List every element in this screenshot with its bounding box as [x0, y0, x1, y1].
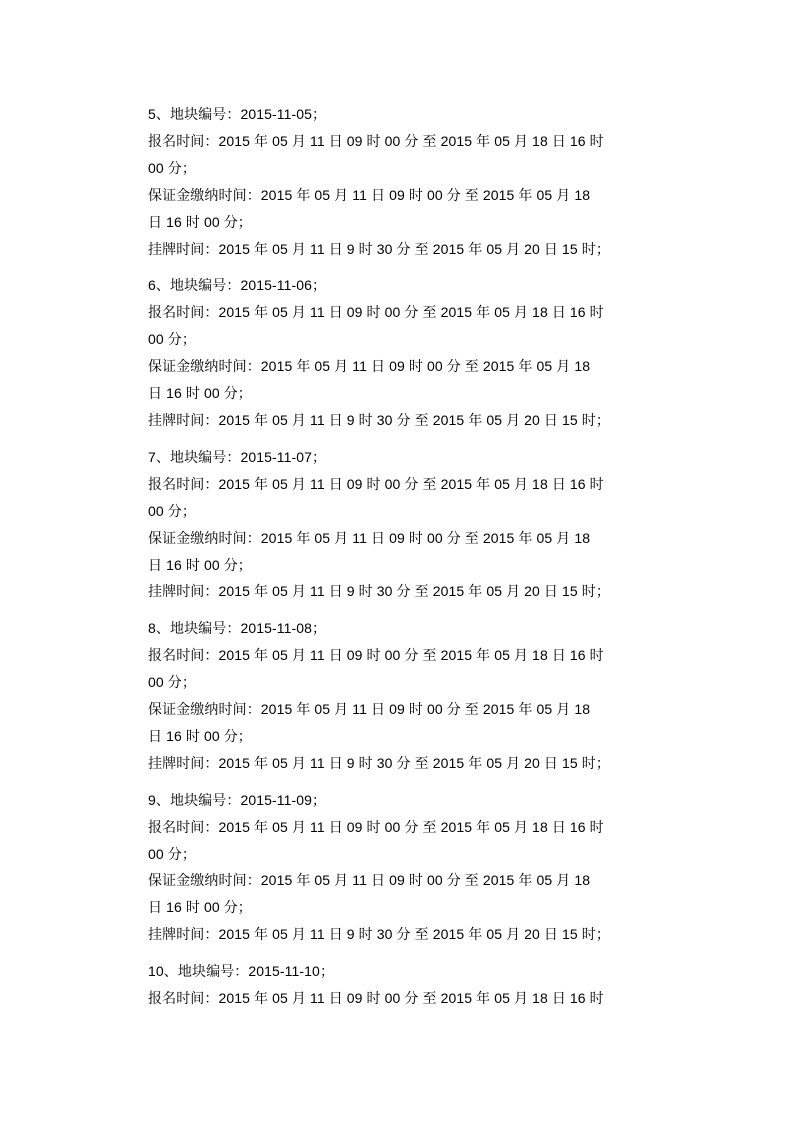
parcel-block-5	[148, 101, 653, 262]
listing-time: 挂牌时间：2015 年 05 月 11 日 9 时 30 分 至 2015 年 05 月 20 日 15 时；	[148, 754, 610, 771]
registration-time-continued: 00 分；	[148, 674, 196, 691]
document-page	[148, 101, 653, 1012]
parcel-heading: 6、地块编号：2015-11-06；	[148, 277, 327, 294]
deposit-payment-time-continued: 日 16 时 00 分；	[148, 213, 252, 230]
parcel-heading: 7、地块编号：2015-11-07；	[148, 448, 327, 465]
parcel-block-9	[148, 787, 653, 948]
parcel-heading: 5、地块编号：2015-11-05；	[148, 106, 327, 122]
deposit-payment-time: 保证金缴纳时间：2015 年 05 月 11 日 09 时 00 分 至 2015 年 05 月 18	[148, 358, 591, 375]
registration-time: 报名时间：2015 年 05 月 11 日 09 时 00 分 至 2015 年 05 月 18 日 16 时	[148, 990, 604, 1007]
registration-time: 报名时间：2015 年 05 月 11 日 09 时 00 分 至 2015 年 05 月 18 日 16 时	[148, 304, 604, 321]
parcel-block-8	[148, 615, 653, 776]
listing-time: 挂牌时间：2015 年 05 月 11 日 9 时 30 分 至 2015 年 05 月 20 日 15 时；	[148, 926, 610, 943]
deposit-payment-time: 保证金缴纳时间：2015 年 05 月 11 日 09 时 00 分 至 2015 年 05 月 18	[148, 872, 591, 889]
deposit-payment-time-continued: 日 16 时 00 分；	[148, 556, 252, 573]
parcel-heading: 10、地块编号：2015-11-10；	[148, 963, 335, 980]
deposit-payment-time-continued: 日 16 时 00 分；	[148, 385, 252, 402]
listing-time: 挂牌时间：2015 年 05 月 11 日 9 时 30 分 至 2015 年 05 月 20 日 15 时；	[148, 411, 610, 428]
deposit-payment-time-continued: 日 16 时 00 分；	[148, 727, 252, 744]
deposit-payment-time: 保证金缴纳时间：2015 年 05 月 11 日 09 时 00 分 至 2015 年 05 月 18	[148, 701, 591, 718]
parcel-block-10	[148, 958, 653, 1012]
parcel-heading: 9、地块编号：2015-11-09；	[148, 791, 327, 808]
listing-time: 挂牌时间：2015 年 05 月 11 日 9 时 30 分 至 2015 年 05 月 20 日 15 时；	[148, 240, 610, 257]
registration-time-continued: 00 分；	[148, 502, 196, 519]
parcel-block-6	[148, 272, 653, 433]
parcel-block-7	[148, 444, 653, 605]
registration-time: 报名时间：2015 年 05 月 11 日 09 时 00 分 至 2015 年 05 月 18 日 16 时	[148, 132, 604, 149]
listing-time: 挂牌时间：2015 年 05 月 11 日 9 时 30 分 至 2015 年 05 月 20 日 15 时；	[148, 583, 610, 600]
deposit-payment-time-continued: 日 16 时 00 分；	[148, 899, 252, 916]
deposit-payment-time: 保证金缴纳时间：2015 年 05 月 11 日 09 时 00 分 至 2015 年 05 月 18	[148, 529, 591, 546]
registration-time-continued: 00 分；	[148, 159, 196, 176]
deposit-payment-time: 保证金缴纳时间：2015 年 05 月 11 日 09 时 00 分 至 2015 年 05 月 18	[148, 186, 591, 203]
parcel-heading: 8、地块编号：2015-11-08；	[148, 620, 327, 637]
registration-time: 报名时间：2015 年 05 月 11 日 09 时 00 分 至 2015 年 05 月 18 日 16 时	[148, 475, 604, 492]
registration-time-continued: 00 分；	[148, 845, 196, 862]
registration-time-continued: 00 分；	[148, 331, 196, 348]
registration-time: 报名时间：2015 年 05 月 11 日 09 时 00 分 至 2015 年 05 月 18 日 16 时	[148, 818, 604, 835]
registration-time: 报名时间：2015 年 05 月 11 日 09 时 00 分 至 2015 年 05 月 18 日 16 时	[148, 647, 604, 664]
